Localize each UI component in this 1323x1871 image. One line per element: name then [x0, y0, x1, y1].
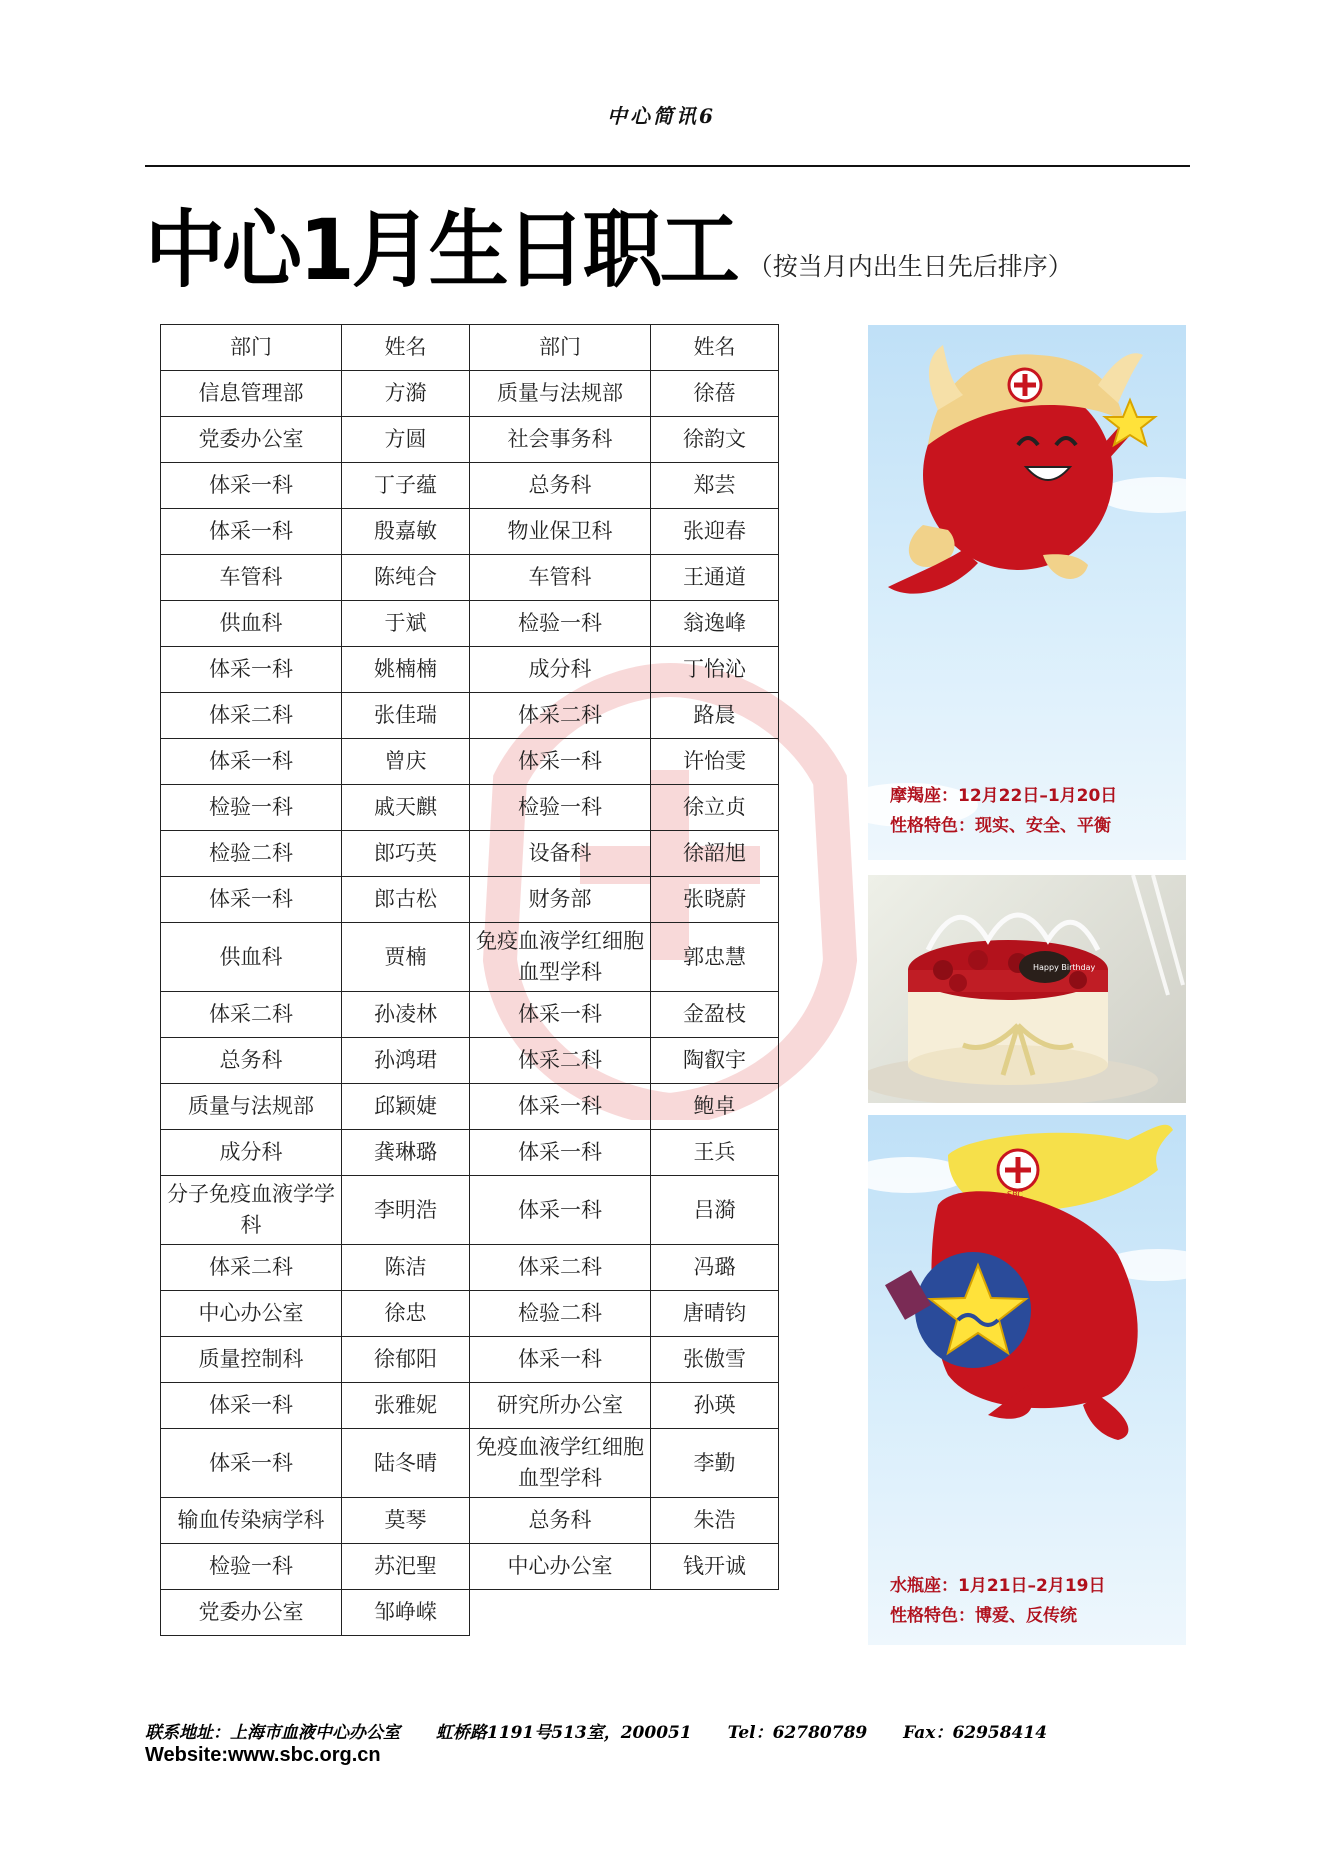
- capricorn-traits: 性格特色：现实、安全、平衡: [890, 816, 1111, 836]
- name-cell-right: 徐韶旭: [651, 831, 779, 877]
- dept-cell-right: 体采一科: [470, 1337, 651, 1383]
- cake-illustration: [868, 875, 1186, 1103]
- table-row: [161, 831, 779, 877]
- dept-cell-left: 成分科: [161, 1130, 342, 1176]
- dept-cell-right: 体采一科: [470, 1130, 651, 1176]
- table-row: [161, 1084, 779, 1130]
- table-row: [161, 1176, 779, 1245]
- capricorn-text: [890, 781, 1117, 841]
- name-cell-left: 徐郁阳: [342, 1337, 470, 1383]
- newsletter-header: [0, 100, 1323, 129]
- name-cell-left: 方圆: [342, 417, 470, 463]
- table-row: [161, 1291, 779, 1337]
- footer-fax: Fax：62958414: [903, 1723, 1048, 1743]
- table-row: [161, 739, 779, 785]
- dept-cell-left: 体采一科: [161, 739, 342, 785]
- name-cell-right: 翁逸峰: [651, 601, 779, 647]
- cake-label: Happy Birthday: [1033, 963, 1096, 972]
- name-cell-right: 丁怡沁: [651, 647, 779, 693]
- name-cell-left: 戚天麒: [342, 785, 470, 831]
- dept-cell-left: 体采一科: [161, 463, 342, 509]
- dept-cell-right: 总务科: [470, 1498, 651, 1544]
- table-row: [161, 555, 779, 601]
- table-row: [161, 647, 779, 693]
- dept-cell-left: 检验一科: [161, 1544, 342, 1590]
- dept-cell-right: 检验二科: [470, 1291, 651, 1337]
- aquarius-dates: 水瓶座：1月21日–2月19日: [890, 1576, 1106, 1596]
- capricorn-card: [868, 325, 1186, 860]
- dept-cell-right: 体采二科: [470, 1038, 651, 1084]
- dept-cell-left: 党委办公室: [161, 1590, 342, 1636]
- table-row: [161, 992, 779, 1038]
- name-cell-left: 陆冬晴: [342, 1429, 470, 1498]
- name-cell-left: 丁子蕴: [342, 463, 470, 509]
- name-cell-right: 张晓蔚: [651, 877, 779, 923]
- table-row: [161, 1429, 779, 1498]
- dept-cell-right: 物业保卫科: [470, 509, 651, 555]
- header-dept-2: 部门: [470, 325, 651, 371]
- dept-cell-left: 分子免疫血液学学科: [161, 1176, 342, 1245]
- name-cell-right: 郑芸: [651, 463, 779, 509]
- name-cell-right: 朱浩: [651, 1498, 779, 1544]
- name-cell-left: 方漪: [342, 371, 470, 417]
- name-cell-right: 徐韵文: [651, 417, 779, 463]
- name-cell-right: 鲍卓: [651, 1084, 779, 1130]
- name-cell-left: 苏汜聖: [342, 1544, 470, 1590]
- dept-cell-left: 体采一科: [161, 1383, 342, 1429]
- dept-cell-left: 体采一科: [161, 877, 342, 923]
- dept-cell-left: 体采二科: [161, 693, 342, 739]
- name-cell-right: 许怡雯: [651, 739, 779, 785]
- mascot-hat-label: SBC: [1007, 1190, 1024, 1199]
- name-cell-left: 殷嘉敏: [342, 509, 470, 555]
- name-cell-left: 龚琳璐: [342, 1130, 470, 1176]
- dept-cell-left: 质量与法规部: [161, 1084, 342, 1130]
- dept-cell-left: 总务科: [161, 1038, 342, 1084]
- dept-cell-left: 车管科: [161, 555, 342, 601]
- dept-cell-right: 体采二科: [470, 1245, 651, 1291]
- dept-cell-right: 设备科: [470, 831, 651, 877]
- name-cell-right: 王兵: [651, 1130, 779, 1176]
- dept-cell-right: 成分科: [470, 647, 651, 693]
- table-row: [161, 877, 779, 923]
- name-cell-right: 钱开诚: [651, 1544, 779, 1590]
- table-row: [161, 1245, 779, 1291]
- name-cell-left: 孙凌林: [342, 992, 470, 1038]
- aquarius-mascot-illustration: [868, 1115, 1186, 1645]
- dept-cell-left: 检验二科: [161, 831, 342, 877]
- dept-cell-right: 财务部: [470, 877, 651, 923]
- birthday-cake-photo: [868, 875, 1186, 1103]
- dept-cell-right: 总务科: [470, 463, 651, 509]
- page-subtitle: （按当月内出生日先后排序）: [747, 252, 1073, 281]
- name-cell-right: 王通道: [651, 555, 779, 601]
- page-title: 中心1月生日职工: [145, 201, 737, 299]
- table-row: [161, 1590, 779, 1636]
- name-cell-right: 陶叡宇: [651, 1038, 779, 1084]
- header-divider: [145, 165, 1190, 167]
- name-cell-right: 徐蓓: [651, 371, 779, 417]
- dept-cell-right: 体采一科: [470, 1176, 651, 1245]
- name-cell-right: 吕漪: [651, 1176, 779, 1245]
- dept-cell-left: 检验一科: [161, 785, 342, 831]
- birthday-table-body: [161, 325, 779, 1636]
- dept-cell-right: 免疫血液学红细胞血型学科: [470, 923, 651, 992]
- name-cell-right: 徐立贞: [651, 785, 779, 831]
- page-number: 6: [699, 104, 716, 128]
- name-cell-right: 李勤: [651, 1429, 779, 1498]
- table-row: [161, 371, 779, 417]
- dept-cell-right: 质量与法规部: [470, 371, 651, 417]
- dept-cell-right: 体采一科: [470, 992, 651, 1038]
- header-dept-1: 部门: [161, 325, 342, 371]
- name-cell-left: 贾楠: [342, 923, 470, 992]
- name-cell-left: 陈纯合: [342, 555, 470, 601]
- dept-cell-left: 供血科: [161, 923, 342, 992]
- aquarius-card: [868, 1115, 1186, 1645]
- page-title-block: [145, 188, 1073, 303]
- aquarius-text: [890, 1571, 1105, 1631]
- name-cell-left: 陈洁: [342, 1245, 470, 1291]
- dept-cell-left: 输血传染病学科: [161, 1498, 342, 1544]
- name-cell-left: 张佳瑞: [342, 693, 470, 739]
- footer-tel: Tel：62780789: [727, 1723, 868, 1743]
- dept-cell-left: 体采一科: [161, 1429, 342, 1498]
- name-cell-left: 郎古松: [342, 877, 470, 923]
- table-header-row: [161, 325, 779, 371]
- header-name-1: 姓名: [342, 325, 470, 371]
- dept-cell-left: 中心办公室: [161, 1291, 342, 1337]
- name-cell-left: 郎巧英: [342, 831, 470, 877]
- table-row: [161, 785, 779, 831]
- table-row: [161, 693, 779, 739]
- name-cell-left: 邱颖婕: [342, 1084, 470, 1130]
- dept-cell-right: 检验一科: [470, 601, 651, 647]
- footer-address: 联系地址：上海市血液中心办公室: [145, 1723, 400, 1743]
- table-row: [161, 1498, 779, 1544]
- name-cell-left: 姚楠楠: [342, 647, 470, 693]
- name-cell-right: 金盈枝: [651, 992, 779, 1038]
- dept-cell-left: 体采二科: [161, 1245, 342, 1291]
- name-cell-right: 冯璐: [651, 1245, 779, 1291]
- name-cell-left: 邹峥嵘: [342, 1590, 470, 1636]
- table-row: [161, 463, 779, 509]
- dept-cell-left: 体采二科: [161, 992, 342, 1038]
- name-cell-right: 张迎春: [651, 509, 779, 555]
- table-row: [161, 923, 779, 992]
- table-row: [161, 1130, 779, 1176]
- capricorn-dates: 摩羯座：12月22日–1月20日: [890, 786, 1118, 806]
- dept-cell-right: 车管科: [470, 555, 651, 601]
- name-cell-left: 曾庆: [342, 739, 470, 785]
- name-cell-left: 徐忠: [342, 1291, 470, 1337]
- dept-cell-right: 社会事务科: [470, 417, 651, 463]
- table-row: [161, 1544, 779, 1590]
- table-row: [161, 601, 779, 647]
- dept-cell-right: 体采二科: [470, 693, 651, 739]
- name-cell-left: 孙鸿珺: [342, 1038, 470, 1084]
- empty-cell: [470, 1590, 779, 1636]
- dept-cell-right: 研究所办公室: [470, 1383, 651, 1429]
- table-row: [161, 1038, 779, 1084]
- dept-cell-right: 体采一科: [470, 739, 651, 785]
- name-cell-right: 路晨: [651, 693, 779, 739]
- table-row: [161, 1383, 779, 1429]
- name-cell-right: 张傲雪: [651, 1337, 779, 1383]
- table-row: [161, 417, 779, 463]
- birthday-table: [160, 324, 779, 1636]
- dept-cell-left: 信息管理部: [161, 371, 342, 417]
- dept-cell-left: 质量控制科: [161, 1337, 342, 1383]
- footer-contact: [145, 1718, 1077, 1743]
- name-cell-right: 郭忠慧: [651, 923, 779, 992]
- aquarius-traits: 性格特色：博爱、反传统: [890, 1606, 1077, 1626]
- name-cell-left: 莫琴: [342, 1498, 470, 1544]
- header-name-2: 姓名: [651, 325, 779, 371]
- name-cell-right: 唐晴钧: [651, 1291, 779, 1337]
- name-cell-left: 李明浩: [342, 1176, 470, 1245]
- footer-website: Website:www.sbc.org.cn: [145, 1744, 381, 1766]
- newsletter-title: 中心简讯: [607, 104, 700, 128]
- dept-cell-right: 中心办公室: [470, 1544, 651, 1590]
- dept-cell-left: 党委办公室: [161, 417, 342, 463]
- table-row: [161, 1337, 779, 1383]
- capricorn-mascot-illustration: [868, 325, 1186, 860]
- dept-cell-left: 体采一科: [161, 509, 342, 555]
- name-cell-right: 孙瑛: [651, 1383, 779, 1429]
- dept-cell-left: 体采一科: [161, 647, 342, 693]
- dept-cell-right: 体采一科: [470, 1084, 651, 1130]
- name-cell-left: 张雅妮: [342, 1383, 470, 1429]
- name-cell-left: 于斌: [342, 601, 470, 647]
- dept-cell-left: 供血科: [161, 601, 342, 647]
- dept-cell-right: 检验一科: [470, 785, 651, 831]
- table-row: [161, 509, 779, 555]
- footer-street: 虹桥路1191号513室，200051: [435, 1723, 692, 1743]
- dept-cell-right: 免疫血液学红细胞血型学科: [470, 1429, 651, 1498]
